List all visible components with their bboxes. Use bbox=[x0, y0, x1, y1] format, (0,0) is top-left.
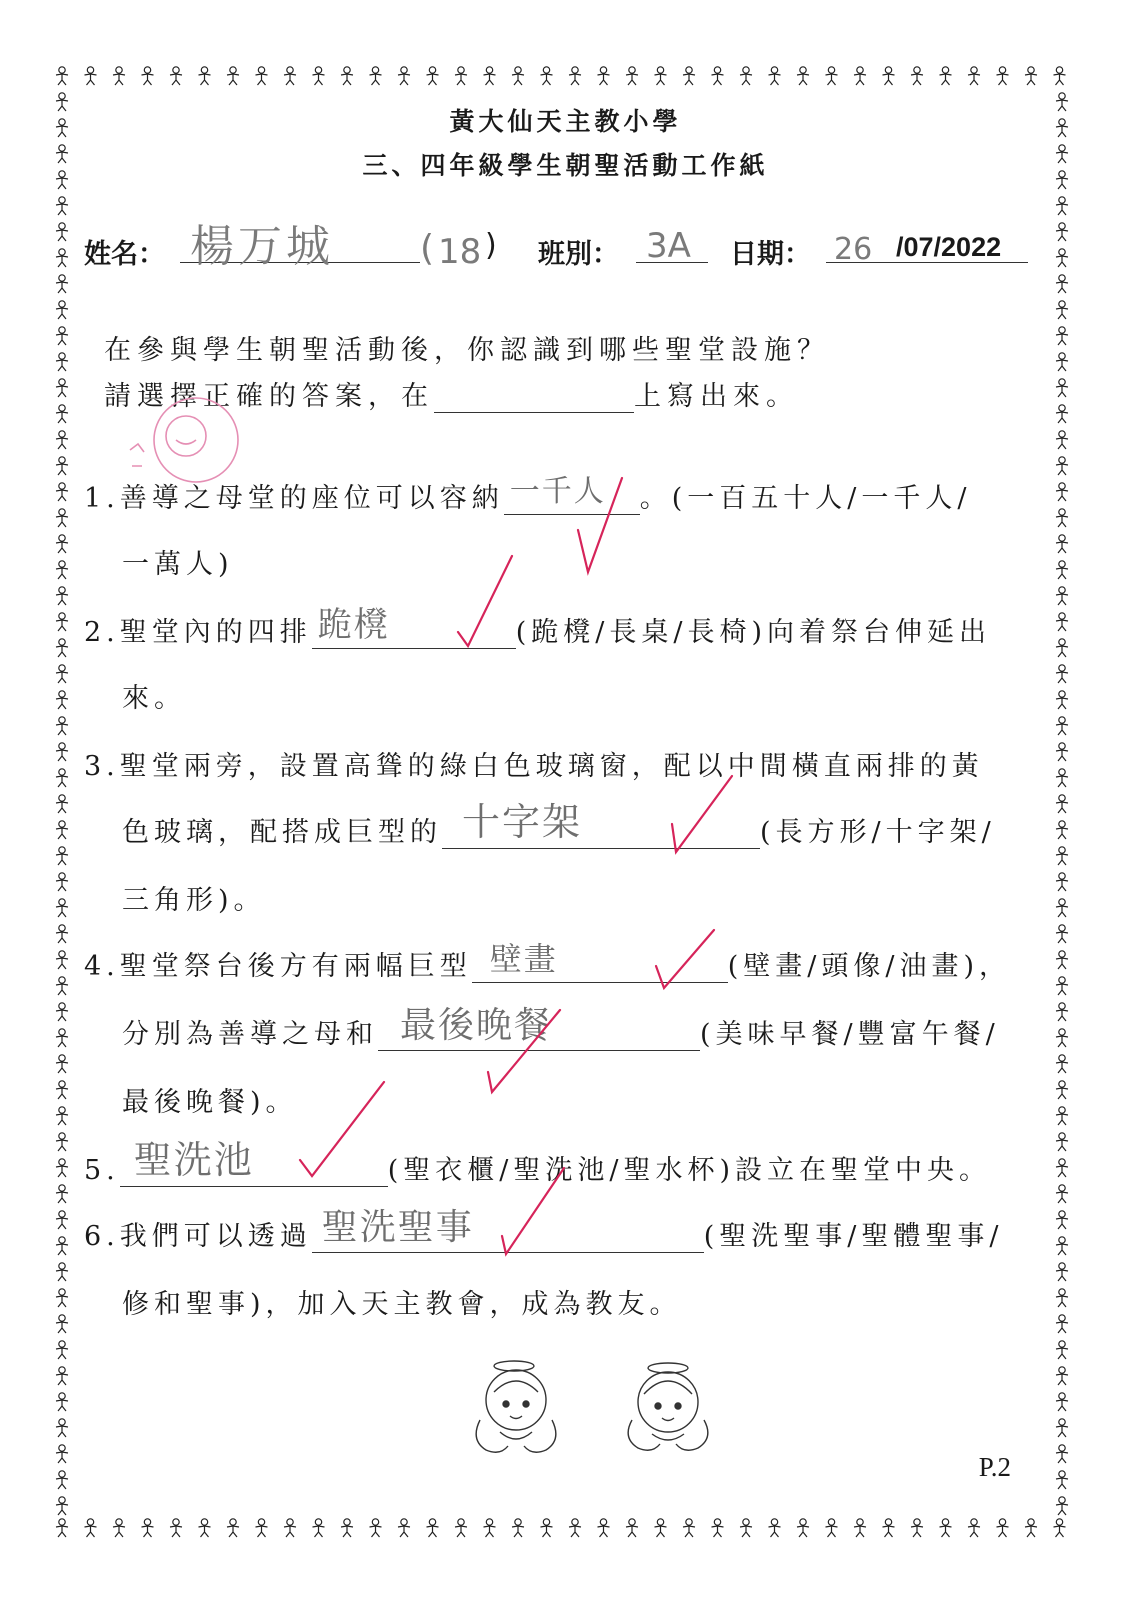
border-figure-icon bbox=[541, 1519, 553, 1537]
border-figure-icon bbox=[56, 821, 68, 839]
border-figure-icon bbox=[56, 561, 68, 579]
intro-line-2 bbox=[104, 374, 799, 413]
border-figure-icon bbox=[370, 1519, 382, 1537]
number-close: ) bbox=[485, 228, 497, 263]
border-figure-icon bbox=[1056, 535, 1068, 553]
border-figure-icon bbox=[1056, 483, 1068, 501]
border-figure-icon bbox=[56, 1185, 68, 1203]
answer-6-value: 聖洗聖事 bbox=[321, 1207, 474, 1248]
border-figure-icon bbox=[56, 249, 68, 267]
question-4-line-2 bbox=[122, 1005, 1000, 1051]
border-figure-icon bbox=[883, 67, 895, 85]
border-figure-icon bbox=[56, 301, 68, 319]
border-figure-icon bbox=[1056, 665, 1068, 683]
page-number: P.2 bbox=[978, 1452, 1011, 1482]
border-figure-icon bbox=[1056, 457, 1068, 475]
border-figure-icon bbox=[256, 67, 268, 85]
border-figure-icon bbox=[740, 1519, 752, 1537]
question-options: (跪櫈/長桌/長椅)向着祭台伸延出 bbox=[515, 617, 992, 648]
border-figure-icon bbox=[1056, 1471, 1068, 1489]
question-5 bbox=[84, 1138, 992, 1187]
border-figure-icon bbox=[113, 67, 125, 85]
border-figure-icon bbox=[1056, 977, 1068, 995]
border-figure-icon bbox=[1056, 249, 1068, 267]
answer-5-value: 聖洗池 bbox=[133, 1138, 254, 1182]
border-figure-icon bbox=[56, 665, 68, 683]
question-4-continued: 最後晚餐)。 bbox=[122, 1087, 298, 1118]
border-figure-icon bbox=[1056, 1081, 1068, 1099]
border-figure-icon bbox=[56, 1029, 68, 1047]
border-figure-icon bbox=[911, 67, 923, 85]
border-figure-icon bbox=[199, 1519, 211, 1537]
border-figure-icon bbox=[712, 67, 724, 85]
border-figure-icon bbox=[1056, 1497, 1068, 1515]
question-options: 。(一百五十人/一千人/ bbox=[639, 483, 972, 514]
question-options: (聖洗聖事/聖體聖事/ bbox=[703, 1221, 1004, 1252]
border-figure-icon bbox=[56, 1445, 68, 1463]
border-figure-icon bbox=[56, 1341, 68, 1359]
border-figure-icon bbox=[398, 1519, 410, 1537]
border-figure-icon bbox=[85, 67, 97, 85]
answer-field-3[interactable] bbox=[442, 800, 760, 849]
border-figure-icon bbox=[1056, 1237, 1068, 1255]
border-figure-icon bbox=[56, 613, 68, 631]
border-figure-icon bbox=[911, 1519, 923, 1537]
border-figure-icon bbox=[56, 67, 68, 85]
question-3 bbox=[84, 744, 984, 783]
border-figure-icon bbox=[1056, 1055, 1068, 1073]
border-figure-icon bbox=[370, 67, 382, 85]
border-figure-icon bbox=[56, 899, 68, 917]
intro-line-2-before: 請選擇正確的答案，在 bbox=[104, 381, 434, 412]
border-figure-icon bbox=[1056, 1133, 1068, 1151]
border-figure-icon bbox=[56, 847, 68, 865]
border-figure-icon bbox=[854, 67, 866, 85]
border-figure-icon bbox=[1056, 405, 1068, 423]
border-figure-icon bbox=[1056, 1211, 1068, 1229]
intro-line-2-after: 上寫出來。 bbox=[634, 381, 799, 412]
border-figure-icon bbox=[1056, 1367, 1068, 1385]
border-figure-icon bbox=[455, 67, 467, 85]
border-figure-icon bbox=[1056, 1315, 1068, 1333]
border-figure-icon bbox=[1056, 275, 1068, 293]
border-figure-icon bbox=[1056, 691, 1068, 709]
border-figure-icon bbox=[1056, 925, 1068, 943]
question-number: 6. bbox=[84, 1221, 120, 1252]
border-figure-icon bbox=[56, 509, 68, 527]
question-6-continued: 修和聖事)，加入天主教會，成為教友。 bbox=[122, 1289, 682, 1320]
border-figure-icon bbox=[1056, 1263, 1068, 1281]
border-figure-icon bbox=[1056, 223, 1068, 241]
border-figure-icon bbox=[598, 1519, 610, 1537]
border-figure-icon bbox=[740, 67, 752, 85]
border-figure-icon bbox=[56, 1393, 68, 1411]
border-figure-icon bbox=[56, 353, 68, 371]
school-title: 黃大仙天主教小學 bbox=[449, 107, 682, 136]
border-figure-icon bbox=[541, 67, 553, 85]
border-figure-icon bbox=[997, 67, 1009, 85]
border-figure-icon bbox=[56, 1081, 68, 1099]
question-text: 聖堂內的四排 bbox=[119, 617, 312, 648]
border-figure-icon bbox=[1056, 1185, 1068, 1203]
border-figure-icon bbox=[56, 275, 68, 293]
date-day-value: 26 bbox=[834, 232, 873, 267]
border-figure-icon bbox=[56, 1055, 68, 1073]
border-figure-icon bbox=[455, 1519, 467, 1537]
question-1-continued: 一萬人) bbox=[122, 549, 234, 580]
border-figure-icon bbox=[1056, 951, 1068, 969]
border-figure-icon bbox=[56, 1519, 68, 1537]
border-figure-icon bbox=[199, 67, 211, 85]
border-figure-icon bbox=[940, 67, 952, 85]
border-figure-icon bbox=[56, 1237, 68, 1255]
date-label: 日期： bbox=[730, 239, 811, 270]
border-figure-icon bbox=[1056, 353, 1068, 371]
border-figure-icon bbox=[341, 1519, 353, 1537]
border-figure-icon bbox=[56, 795, 68, 813]
border-figure-icon bbox=[626, 1519, 638, 1537]
border-figure-icon bbox=[484, 67, 496, 85]
border-figure-icon bbox=[256, 1519, 268, 1537]
answer-2-value: 跪櫈 bbox=[317, 605, 390, 645]
border-figure-icon bbox=[56, 977, 68, 995]
border-figure-icon bbox=[56, 1367, 68, 1385]
border-figure-icon bbox=[769, 1519, 781, 1537]
border-figure-icon bbox=[1056, 1341, 1068, 1359]
border-figure-icon bbox=[56, 1315, 68, 1333]
question-text: 色玻璃，配搭成巨型的 bbox=[122, 817, 442, 848]
border-figure-icon bbox=[1054, 67, 1066, 85]
border-figure-icon bbox=[1056, 197, 1068, 215]
border-figure-icon bbox=[56, 1159, 68, 1177]
border-figure-icon bbox=[56, 327, 68, 345]
border-figure-icon bbox=[1025, 67, 1037, 85]
border-figure-icon bbox=[56, 951, 68, 969]
border-figure-icon bbox=[56, 431, 68, 449]
intro-blank bbox=[434, 381, 634, 413]
border-figure-icon bbox=[227, 1519, 239, 1537]
border-figure-icon bbox=[56, 1107, 68, 1125]
border-figure-icon bbox=[427, 67, 439, 85]
answer-field-6[interactable] bbox=[312, 1207, 704, 1253]
border-figure-icon bbox=[1056, 1159, 1068, 1177]
answer-4b-value: 最後晚餐 bbox=[400, 1005, 553, 1046]
border-figure-icon bbox=[1056, 1107, 1068, 1125]
angel-girl-icon bbox=[476, 1361, 556, 1452]
border-figure-icon bbox=[1056, 639, 1068, 657]
angel-boy-icon bbox=[628, 1363, 708, 1450]
question-number: 4. bbox=[84, 951, 120, 982]
class-value: 3A bbox=[646, 226, 691, 266]
border-figure-icon bbox=[56, 457, 68, 475]
border-figure-icon bbox=[655, 67, 667, 85]
border-figure-icon bbox=[484, 1519, 496, 1537]
border-figure-icon bbox=[284, 67, 296, 85]
border-figure-icon bbox=[1056, 1419, 1068, 1437]
border-figure-icon bbox=[142, 1519, 154, 1537]
border-figure-icon bbox=[1025, 1519, 1037, 1537]
question-4 bbox=[84, 940, 1012, 983]
border-figure-icon bbox=[683, 1519, 695, 1537]
border-figure-icon bbox=[683, 67, 695, 85]
border-figure-icon bbox=[1056, 379, 1068, 397]
border-figure-icon bbox=[883, 1519, 895, 1537]
answer-3-value: 十字架 bbox=[462, 800, 583, 844]
border-figure-icon bbox=[1056, 431, 1068, 449]
border-figure-icon bbox=[56, 639, 68, 657]
border-figure-icon bbox=[1054, 1519, 1066, 1537]
border-figure-icon bbox=[826, 67, 838, 85]
border-figure-icon bbox=[968, 1519, 980, 1537]
question-text: 善導之母堂的座位可以容納 bbox=[119, 483, 504, 514]
border-figure-icon bbox=[313, 67, 325, 85]
question-options: (美味早餐/豐富午餐/ bbox=[700, 1019, 1000, 1050]
border-figure-icon bbox=[170, 1519, 182, 1537]
answer-field-2[interactable] bbox=[312, 605, 516, 649]
border-figure-icon bbox=[769, 67, 781, 85]
answer-field-5[interactable] bbox=[120, 1138, 388, 1187]
border-figure-icon bbox=[512, 67, 524, 85]
border-figure-icon bbox=[56, 1471, 68, 1489]
border-figure-icon bbox=[569, 1519, 581, 1537]
border-figure-icon bbox=[56, 379, 68, 397]
border-figure-icon bbox=[398, 67, 410, 85]
border-figure-icon bbox=[56, 1211, 68, 1229]
name-value: 楊万城 bbox=[190, 221, 334, 272]
answer-4a-value: 壁畫 bbox=[489, 940, 558, 978]
border-figure-icon bbox=[1056, 561, 1068, 579]
border-figure-icon bbox=[797, 1519, 809, 1537]
border-figure-icon bbox=[598, 67, 610, 85]
border-figure-icon bbox=[1056, 301, 1068, 319]
class-number-value: 18 bbox=[438, 232, 482, 272]
border-figure-icon bbox=[1056, 1393, 1068, 1411]
border-figure-icon bbox=[569, 67, 581, 85]
border-figure-icon bbox=[56, 691, 68, 709]
border-figure-icon bbox=[1056, 509, 1068, 527]
border-figure-icon bbox=[313, 1519, 325, 1537]
border-figure-icon bbox=[826, 1519, 838, 1537]
border-figure-icon bbox=[56, 587, 68, 605]
question-2 bbox=[84, 605, 992, 649]
answer-field-1[interactable] bbox=[504, 474, 640, 515]
name-label: 姓名： bbox=[84, 239, 165, 270]
border-figure-icon bbox=[56, 1419, 68, 1437]
class-label: 班別： bbox=[538, 239, 619, 270]
border-figure-icon bbox=[1056, 587, 1068, 605]
question-3-continued: 三角形)。 bbox=[122, 885, 266, 916]
border-figure-icon bbox=[284, 1519, 296, 1537]
question-options: (長方形/十字架/ bbox=[760, 817, 996, 848]
answer-field-4b[interactable] bbox=[378, 1005, 700, 1051]
border-figure-icon bbox=[56, 769, 68, 787]
question-number: 3. bbox=[84, 751, 120, 782]
border-figure-icon bbox=[997, 1519, 1009, 1537]
border-figure-icon bbox=[854, 1519, 866, 1537]
border-figure-icon bbox=[1056, 1445, 1068, 1463]
border-figure-icon bbox=[56, 197, 68, 215]
border-figure-icon bbox=[940, 1519, 952, 1537]
question-number: 2. bbox=[84, 617, 120, 648]
border-figure-icon bbox=[1056, 769, 1068, 787]
border-figure-icon bbox=[85, 1519, 97, 1537]
border-figure-icon bbox=[968, 67, 980, 85]
border-figure-icon bbox=[626, 67, 638, 85]
border-figure-icon bbox=[56, 535, 68, 553]
question-6 bbox=[84, 1207, 1004, 1253]
worksheet-subtitle: 三、四年級學生朝聖活動工作紙 bbox=[362, 151, 769, 180]
intro-line-1: 在參與學生朝聖活動後，你認識到哪些聖堂設施？ bbox=[104, 335, 830, 366]
question-text: 我們可以透過 bbox=[119, 1221, 312, 1252]
border-figure-icon bbox=[170, 67, 182, 85]
border-figure-icon bbox=[227, 67, 239, 85]
border-figure-icon bbox=[1056, 743, 1068, 761]
border-figure-icon bbox=[56, 1497, 68, 1515]
border-figure-icon bbox=[56, 1133, 68, 1151]
border-figure-icon bbox=[56, 483, 68, 501]
border-figure-icon bbox=[1056, 795, 1068, 813]
question-options: (聖衣櫃/聖洗池/聖水杯)設立在聖堂中央。 bbox=[387, 1155, 992, 1186]
date-month-year: /07/2022 bbox=[896, 232, 1002, 262]
question-2-continued: 來。 bbox=[122, 683, 186, 714]
border-figure-icon bbox=[56, 873, 68, 891]
border-figure-icon bbox=[1056, 873, 1068, 891]
border-figure-icon bbox=[1056, 821, 1068, 839]
border-figure-icon bbox=[56, 223, 68, 241]
border-figure-icon bbox=[797, 67, 809, 85]
question-text: 分別為善導之母和 bbox=[122, 1019, 378, 1050]
question-1 bbox=[84, 476, 972, 515]
question-number: 5. bbox=[84, 1155, 120, 1186]
question-text: 聖堂兩旁，設置高聳的綠白色玻璃窗，配以中間橫直兩排的黃 bbox=[119, 751, 984, 782]
answer-1-value: 一千人 bbox=[509, 474, 606, 509]
border-figure-icon bbox=[113, 1519, 125, 1537]
border-figure-icon bbox=[427, 1519, 439, 1537]
border-figure-icon bbox=[655, 1519, 667, 1537]
border-figure-icon bbox=[1056, 717, 1068, 735]
border-figure-icon bbox=[142, 67, 154, 85]
answer-field-4a[interactable] bbox=[472, 940, 728, 983]
question-number: 1. bbox=[84, 483, 120, 514]
question-3-line-2 bbox=[122, 800, 996, 849]
question-options: (壁畫/頭像/油畫)， bbox=[727, 951, 1012, 982]
border-figure-icon bbox=[56, 405, 68, 423]
border-figure-icon bbox=[1056, 1289, 1068, 1307]
border-figure-icon bbox=[56, 1263, 68, 1281]
border-figure-icon bbox=[512, 1519, 524, 1537]
border-figure-icon bbox=[1056, 847, 1068, 865]
border-figure-icon bbox=[56, 925, 68, 943]
question-text: 聖堂祭台後方有兩幅巨型 bbox=[119, 951, 472, 982]
border-figure-icon bbox=[1056, 613, 1068, 631]
border-figure-icon bbox=[56, 743, 68, 761]
border-figure-icon bbox=[1056, 1029, 1068, 1047]
border-figure-icon bbox=[1056, 1003, 1068, 1021]
border-figure-icon bbox=[56, 1003, 68, 1021]
border-figure-icon bbox=[1056, 899, 1068, 917]
border-figure-icon bbox=[1056, 327, 1068, 345]
border-figure-icon bbox=[341, 67, 353, 85]
border-figure-icon bbox=[56, 717, 68, 735]
number-open: ( bbox=[420, 228, 435, 269]
border-figure-icon bbox=[56, 1289, 68, 1307]
border-figure-icon bbox=[712, 1519, 724, 1537]
